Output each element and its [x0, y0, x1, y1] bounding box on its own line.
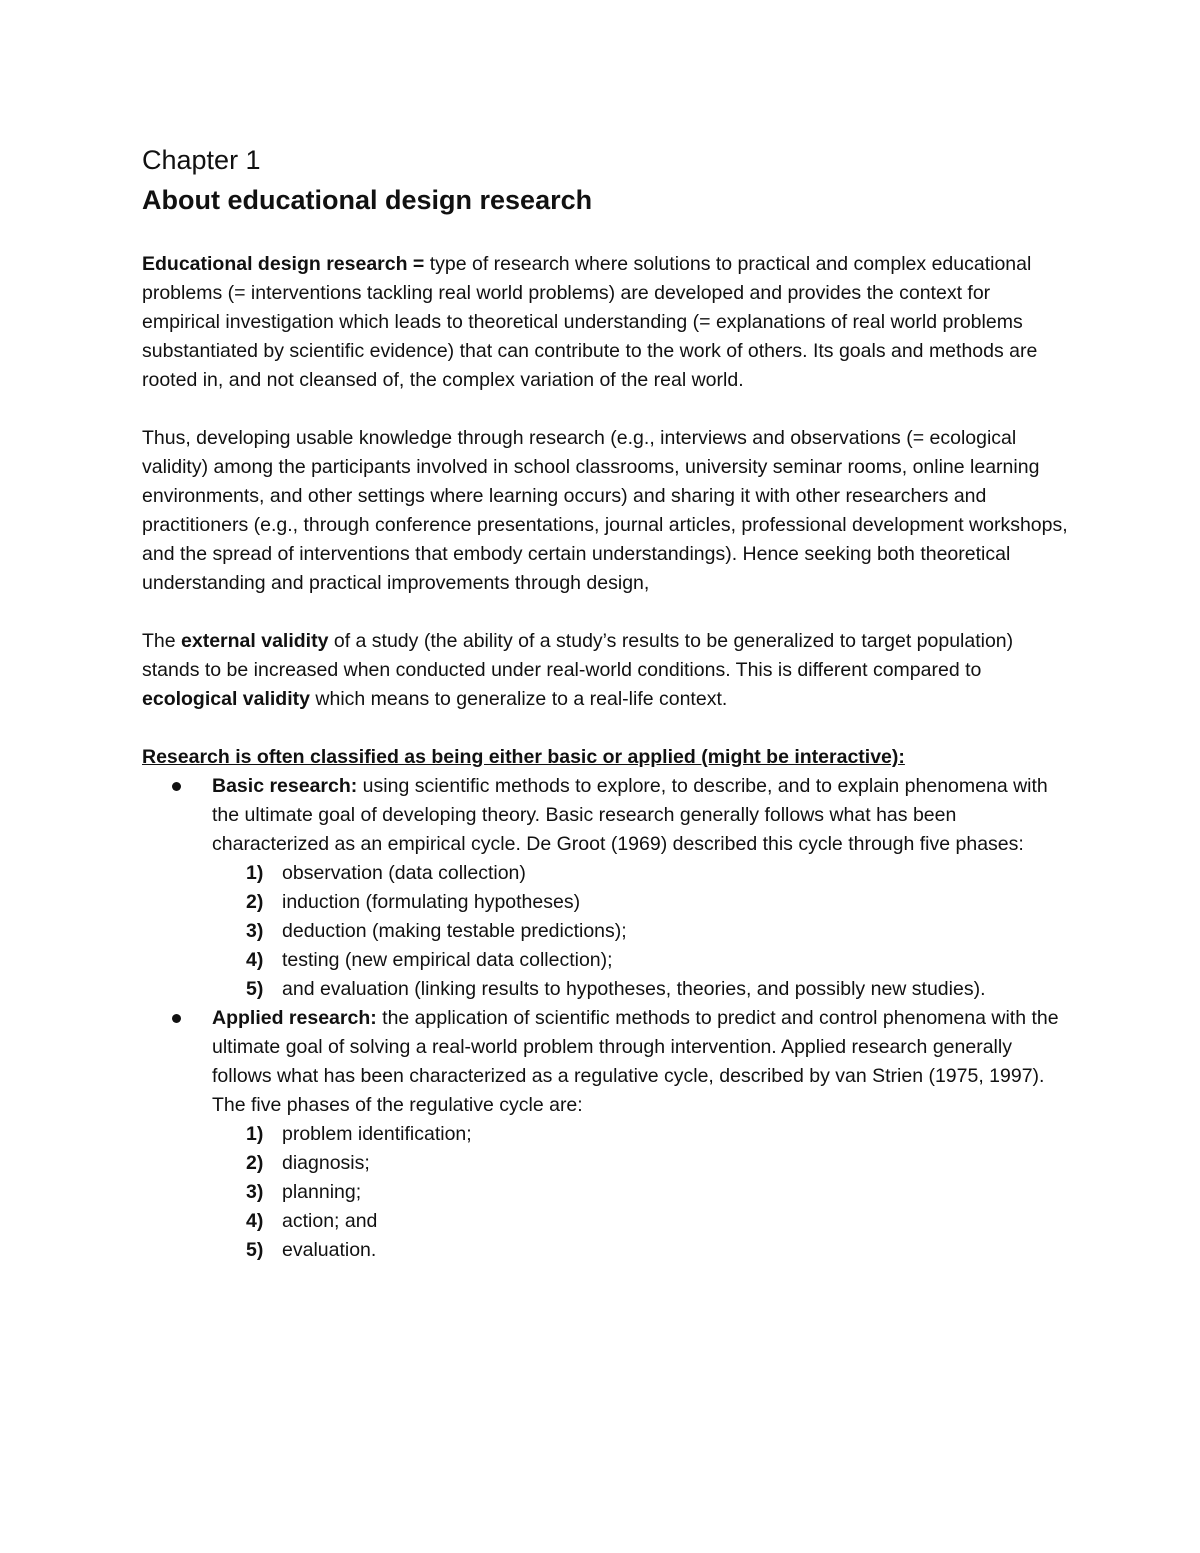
applied-research-item — [142, 1004, 1072, 1265]
basic-research-term: Basic research: — [212, 775, 358, 797]
validity-text-2: of a study (the ability of a study’s results to be generalized to target population) stands to be increased when conducted under real-world conditions. This is different compared to — [142, 630, 1014, 681]
research-types-list — [142, 772, 1072, 1265]
validity-text-1: The — [142, 630, 182, 652]
list-item — [212, 1236, 1072, 1265]
list-item — [212, 975, 1072, 1004]
ecological-validity-term: ecological validity — [142, 688, 310, 710]
applied-research-text: the application of scientific methods to predict and control phenomena with the ultimate goal of solving a real-world problem through intervention. Applied research generally follows what has been characterized as a regulative cycle, described by van Strien (1975, 1997). The five phases of the regulative cycle are: — [212, 1007, 1059, 1116]
definition-term: Educational design research = — [142, 253, 425, 275]
phase-text: diagnosis; — [282, 1152, 370, 1174]
document-page — [142, 140, 1072, 1265]
classification-heading-text: Research is often classified as being either basic or applied (might be interactive): — [142, 746, 905, 768]
definition-text: type of research where solutions to practical and complex educational problems (= interventions tackling real world problems) are developed and provides the context for empirical investigation which leads to theoretical understanding (= explanations of real world problems substantiated by scientific evidence) that can contribute to the work of others. Its goals and methods are rooted in, and not cleansed of, the complex variation of the real world. — [142, 253, 1038, 391]
empirical-cycle-phases — [212, 859, 1072, 1004]
phase-number: 5) — [246, 978, 264, 1000]
phase-number: 3) — [246, 920, 264, 942]
bullet-icon — [172, 782, 181, 791]
phase-text: deduction (making testable predictions); — [282, 920, 627, 942]
phase-number: 1) — [246, 1123, 264, 1145]
bullet-icon — [172, 1014, 181, 1023]
chapter-number: Chapter 1 — [142, 145, 261, 175]
list-item — [212, 946, 1072, 975]
list-item — [212, 917, 1072, 946]
phase-number: 2) — [246, 891, 264, 913]
phase-number: 1) — [246, 862, 264, 884]
list-item — [212, 1178, 1072, 1207]
list-item — [212, 1120, 1072, 1149]
list-item — [212, 888, 1072, 917]
phase-text: evaluation. — [282, 1239, 377, 1261]
list-item — [212, 1207, 1072, 1236]
phase-number: 4) — [246, 949, 264, 971]
phase-number: 3) — [246, 1181, 264, 1203]
phase-number: 4) — [246, 1210, 264, 1232]
phase-number: 2) — [246, 1152, 264, 1174]
definition-paragraph — [142, 250, 1072, 395]
applied-research-term: Applied research: — [212, 1007, 377, 1029]
phase-text: action; and — [282, 1210, 378, 1232]
phase-text: testing (new empirical data collection); — [282, 949, 613, 971]
phase-number: 5) — [246, 1239, 264, 1261]
list-item — [212, 1149, 1072, 1178]
external-validity-term: external validity — [181, 630, 329, 652]
list-item — [212, 859, 1072, 888]
basic-research-text: using scientific methods to explore, to describe, and to explain phenomena with the ultimate goal of developing theory. Basic research generally follows what has been characterized as an empirical cycle. De Groot (1969) described this cycle through five phases: — [212, 775, 1048, 855]
phase-text: observation (data collection) — [282, 862, 526, 884]
phase-text: problem identification; — [282, 1123, 472, 1145]
usable-knowledge-paragraph: Thus, developing usable knowledge through research (e.g., interviews and observations (= ecological validity) among the participants involved in school classrooms, university seminar rooms, online learning environments, and other settings where learning occurs) and sharing it with other researchers and practitioners (e.g., through conference presentations, journal articles, professional development workshops, and the spread of interventions that embody certain understandings). Hence seeking both theoretical understanding and practical improvements through design, — [142, 427, 1068, 594]
chapter-title: About educational design research — [142, 185, 593, 215]
phase-text: and evaluation (linking results to hypotheses, theories, and possibly new studies). — [282, 978, 986, 1000]
classification-heading — [142, 743, 1072, 772]
phase-text: induction (formulating hypotheses) — [282, 891, 581, 913]
basic-research-item — [142, 772, 1072, 1004]
validity-text-3: which means to generalize to a real-life context. — [309, 688, 728, 710]
phase-text: planning; — [282, 1181, 362, 1203]
validity-paragraph — [142, 627, 1072, 714]
regulative-cycle-phases — [212, 1120, 1072, 1265]
